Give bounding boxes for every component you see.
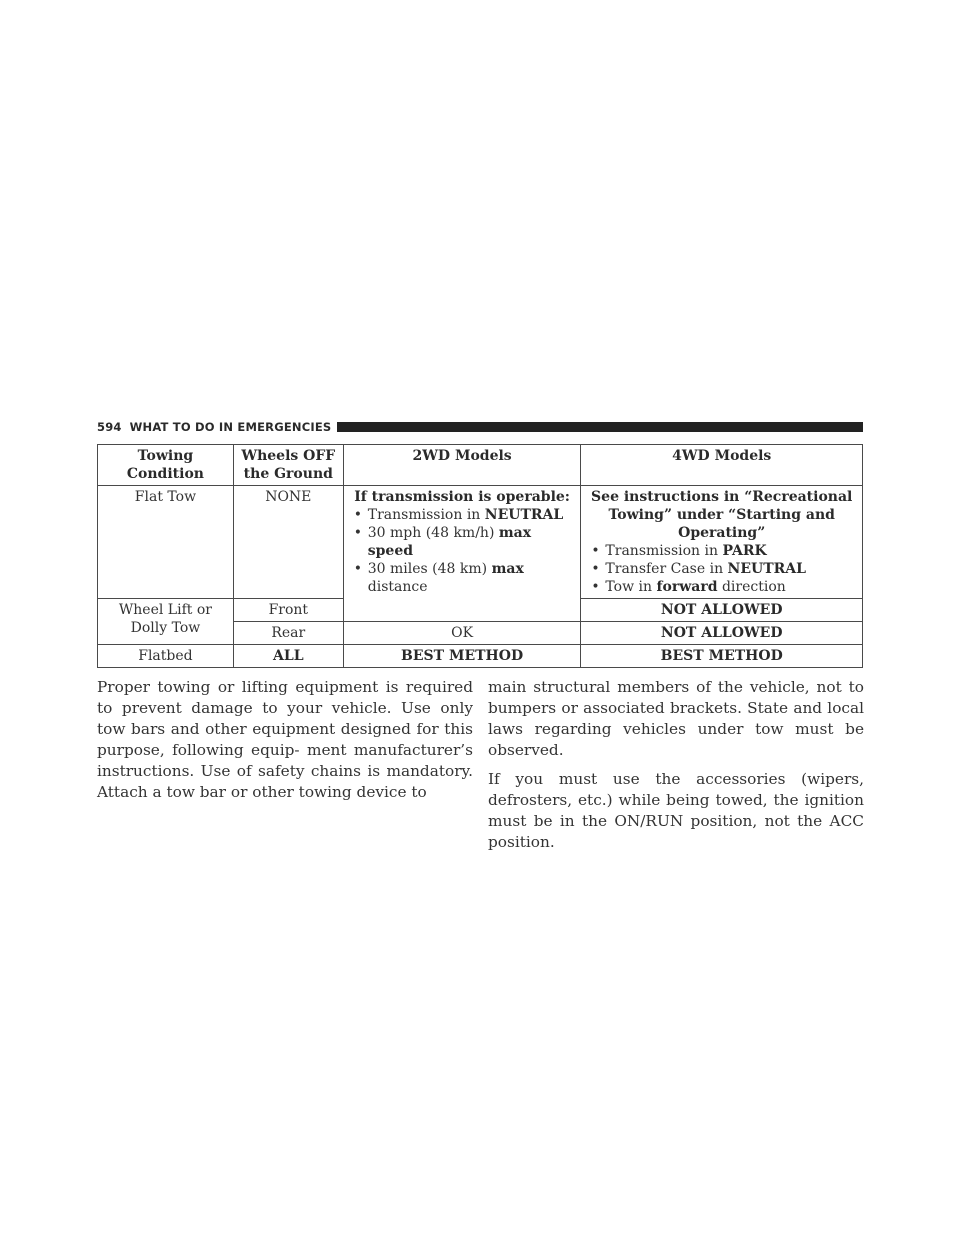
header-4wd-models: 4WD Models xyxy=(581,445,863,486)
paragraph-structural-members: main structural members of the vehicle, not to bumpers or associated brackets. State and local laws regarding vehicles under tow must be observed. xyxy=(488,678,864,759)
header-condition-line2: Condition xyxy=(126,466,204,482)
flat-tow-4wd-title: See instructions in “Recreational Towing” under “Starting and Operating” xyxy=(591,489,853,541)
section-title: WHAT TO DO IN EMERGENCIES xyxy=(129,420,332,434)
list-item: • Tow in forward direction xyxy=(587,578,856,596)
header-rule xyxy=(337,422,863,432)
cell-flatbed-2wd: BEST METHOD xyxy=(343,645,581,668)
cell-flatbed-wheels: ALL xyxy=(233,645,343,668)
body-column-right xyxy=(488,677,864,861)
header-2wd-models: 2WD Models xyxy=(343,445,581,486)
cell-flat-tow-condition: Flat Tow xyxy=(98,486,234,599)
paragraph-towing-equipment: Proper towing or lifting equipment is required to prevent damage to your vehicle. Use only tow bars and other equipment designed for this purpose, following equip- ment manufacturer’s instructions. Use of safety chains is mandatory. Attach a tow bar or other towing device to xyxy=(97,678,473,801)
cell-flatbed-4wd: BEST METHOD xyxy=(581,645,863,668)
wheel-lift-line2: Dolly Tow xyxy=(130,620,201,636)
table-row-flat-tow xyxy=(98,486,863,599)
table-row-flatbed xyxy=(98,645,863,668)
header-wheels-off xyxy=(233,445,343,486)
body-column-left xyxy=(97,677,473,811)
table-header-row xyxy=(98,445,863,486)
paragraph-accessories: If you must use the accessories (wipers, defrosters, etc.) while being towed, the ignition must be in the ON/RUN position, not the ACC position. xyxy=(488,770,864,851)
cell-front-wheels: Front xyxy=(233,599,343,622)
list-item: • Transmission in NEUTRAL xyxy=(350,506,575,524)
cell-flat-tow-wheels: NONE xyxy=(233,486,343,599)
cell-wheel-lift-condition xyxy=(98,599,234,645)
cell-flatbed-condition: Flatbed xyxy=(98,645,234,668)
header-wheels-line2: the Ground xyxy=(243,466,333,482)
header-wheels-line1: Wheels OFF xyxy=(241,448,336,464)
header-towing-condition xyxy=(98,445,234,486)
list-item: • Transmission in PARK xyxy=(587,542,856,560)
cell-front-4wd: NOT ALLOWED xyxy=(581,599,863,622)
cell-rear-2wd: OK xyxy=(343,622,581,645)
cell-flat-tow-4wd xyxy=(581,486,863,599)
flat-tow-4wd-list xyxy=(587,542,856,596)
cell-flat-tow-2wd xyxy=(343,486,581,622)
list-item: • 30 miles (48 km) max distance xyxy=(350,560,575,596)
cell-rear-4wd: NOT ALLOWED xyxy=(581,622,863,645)
page-header xyxy=(97,418,863,436)
flat-tow-2wd-list xyxy=(350,506,575,596)
flat-tow-2wd-title: If transmission is operable: xyxy=(354,489,570,505)
towing-table xyxy=(97,444,863,668)
header-condition-line1: Towing xyxy=(137,448,194,464)
list-item: • Transfer Case in NEUTRAL xyxy=(587,560,856,578)
page-number: 594 xyxy=(97,420,122,434)
cell-rear-wheels: Rear xyxy=(233,622,343,645)
list-item: • 30 mph (48 km/h) max speed xyxy=(350,524,575,560)
wheel-lift-line1: Wheel Lift or xyxy=(118,602,212,618)
